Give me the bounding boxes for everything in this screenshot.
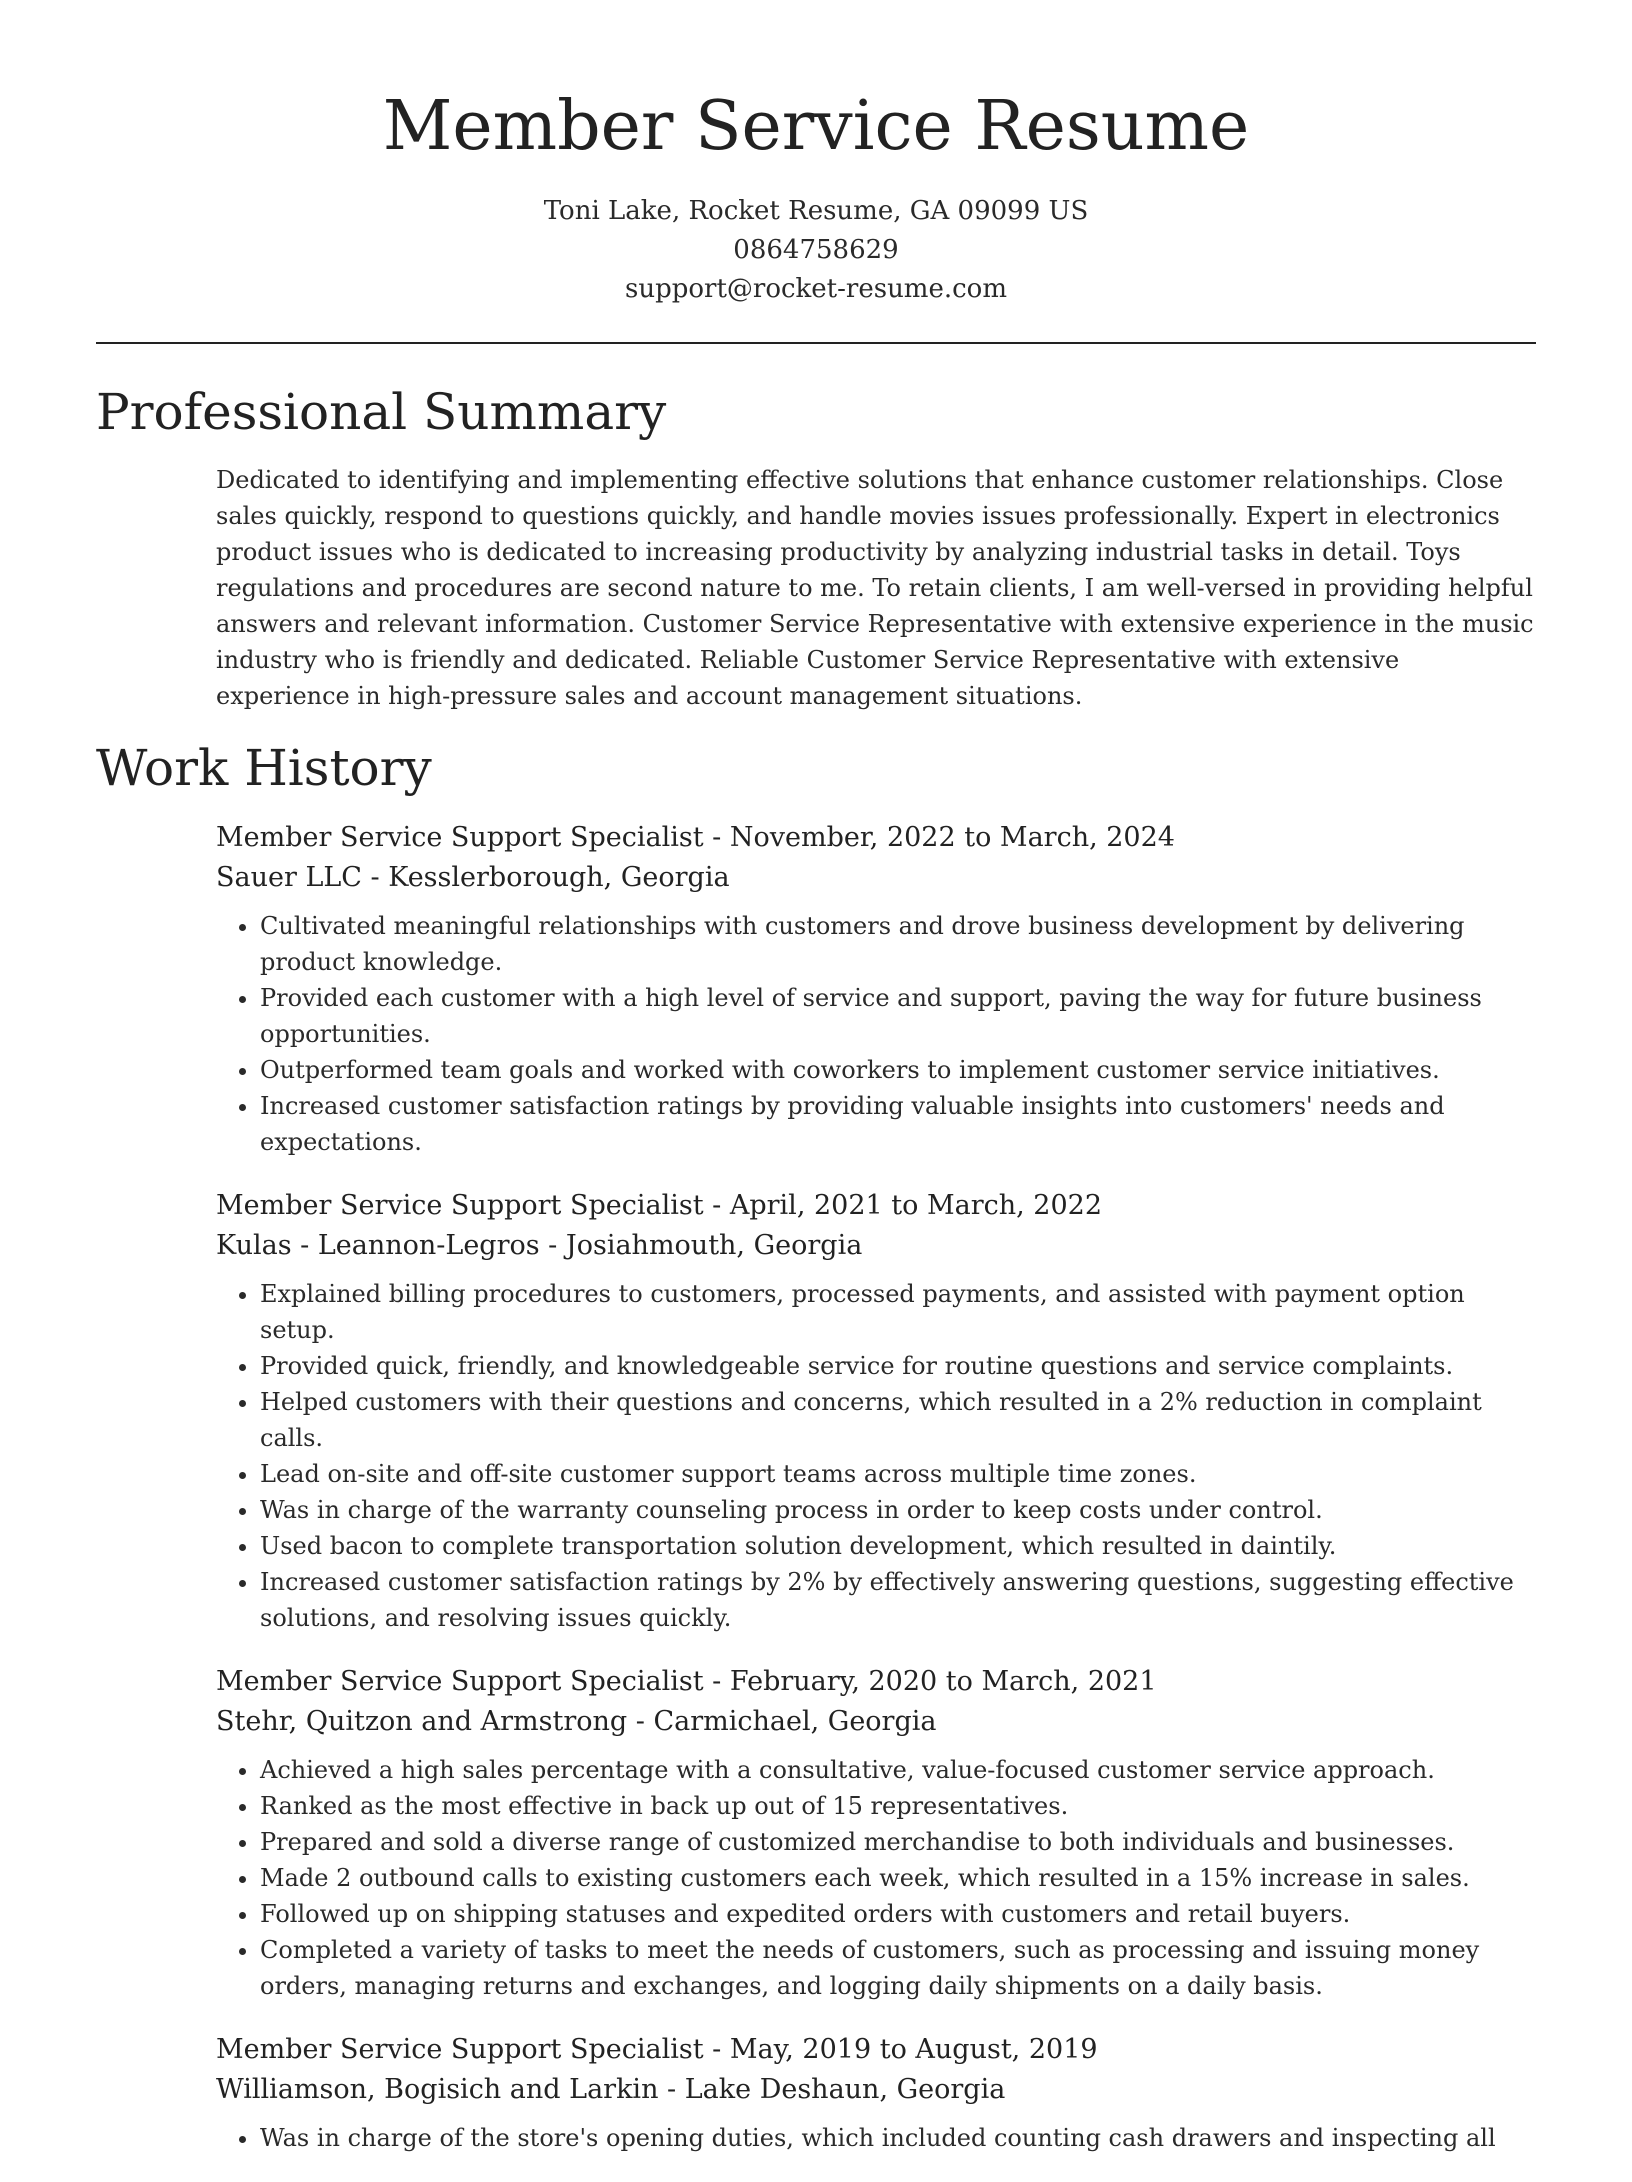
job-bullet: • Ranked as the most effective in back up out of 15 representatives. [260,1788,1536,1824]
job-bullet: • Explained billing procedures to customers, processed payments, and assisted with payment option setup. [260,1276,1536,1348]
job-bullet: • Prepared and sold a diverse range of customized merchandise to both individuals and businesses. [260,1824,1536,1860]
header-divider [96,342,1536,344]
work-history-list [216,818,1536,2182]
job-bullet: • Outperformed team goals and worked with coworkers to implement customer service initiatives. [260,1052,1536,1088]
job-bullet: • Completed a variety of tasks to meet the needs of customers, such as processing and issuing money orders, managing returns and exchanges, and logging daily shipments on a daily basis. [260,1932,1536,2004]
job-bullet: • Made 2 outbound calls to existing customers each week, which resulted in a 15% increase in sales. [260,1860,1536,1896]
job-bullet: • Helped customers with their questions and concerns, which resulted in a 2% reduction in complaint calls. [260,1384,1536,1456]
job-company-line: Stehr, Quitzon and Armstrong - Carmichael, Georgia [216,1706,937,1737]
job-bullet: • Was in charge of the warranty counseling process in order to keep costs under control. [260,1492,1536,1528]
contact-block [0,192,1632,309]
job-bullet-list [216,908,1536,1160]
job-bullet: • Followed up on shipping statuses and expedited orders with customers and retail buyers. [260,1896,1536,1932]
job-bullet: • Increased customer satisfaction ratings by providing valuable insights into customers' needs and expectations. [260,1088,1536,1160]
job-title-line: Member Service Support Specialist - April, 2021 to March, 2022 [216,1190,1103,1221]
job-company-line: Kulas - Leannon-Legros - Josiahmouth, Georgia [216,1230,863,1261]
job-bullet: • Provided each customer with a high level of service and support, paving the way for future business opportunities. [260,980,1536,1052]
job-title-line: Member Service Support Specialist - November, 2022 to March, 2024 [216,822,1175,853]
job-entry [216,1662,1536,2004]
job-bullet: • Increased customer satisfaction ratings by 2% by effectively answering questions, suggesting effective solutions, and resolving issues quickly. [260,1564,1536,1636]
job-bullet: • Was in charge of the store's opening duties, which included counting cash drawers and inspecting all [260,2120,1536,2156]
job-bullet: • Provided quick, friendly, and knowledgeable service for routine questions and service complaints. [260,1348,1536,1384]
job-bullet-list [216,1276,1536,1636]
job-title-line: Member Service Support Specialist - May, 2019 to August, 2019 [216,2034,1098,2065]
job-bullet: • Used bacon to complete transportation solution development, which resulted in daintily. [260,1528,1536,1564]
resume-title: Member Service Resume [382,87,1250,166]
contact-email: support@rocket-resume.com [624,274,1007,304]
job-bullet: • Achieved a high sales percentage with a consultative, value-focused customer service approach. [260,1752,1536,1788]
job-bullet: • Cultivated meaningful relationships with customers and drove business development by delivering product knowledge. [260,908,1536,980]
job-company-line: Sauer LLC - Kesslerborough, Georgia [216,862,730,893]
contact-phone: 0864758629 [733,235,899,265]
job-title-line: Member Service Support Specialist - February, 2020 to March, 2021 [216,1666,1157,1697]
job-bullet-list [216,1752,1536,2004]
work-history-heading: Work History [96,739,432,797]
summary-text: Dedicated to identifying and implementing effective solutions that enhance customer relationships. Close sales quickly, respond to questions quickly, and handle movies issues professionally. Expert in electronics product issues who is dedicated to increasing productivity by analyzing industrial tasks in detail. Toys regulations and procedures are second nature to me. To retain clients, I am well-versed in providing helpful answers and relevant information. Customer Service Representative with extensive experience in the music industry who is friendly and dedicated. Reliable Customer Service Representative with extensive experience in high-pressure sales and account management situations. [216,466,1534,710]
job-entry [216,1186,1536,1636]
summary-heading: Professional Summary [96,383,667,441]
job-bullet: • Lead on-site and off-site customer support teams across multiple time zones. [260,1456,1536,1492]
contact-address: Toni Lake, Rocket Resume, GA 09099 US [543,196,1089,226]
job-entry [216,2030,1536,2156]
job-company-line: Williamson, Bogisich and Larkin - Lake Deshaun, Georgia [216,2074,1006,2105]
job-bullet-list [216,2120,1536,2156]
job-entry [216,818,1536,1160]
